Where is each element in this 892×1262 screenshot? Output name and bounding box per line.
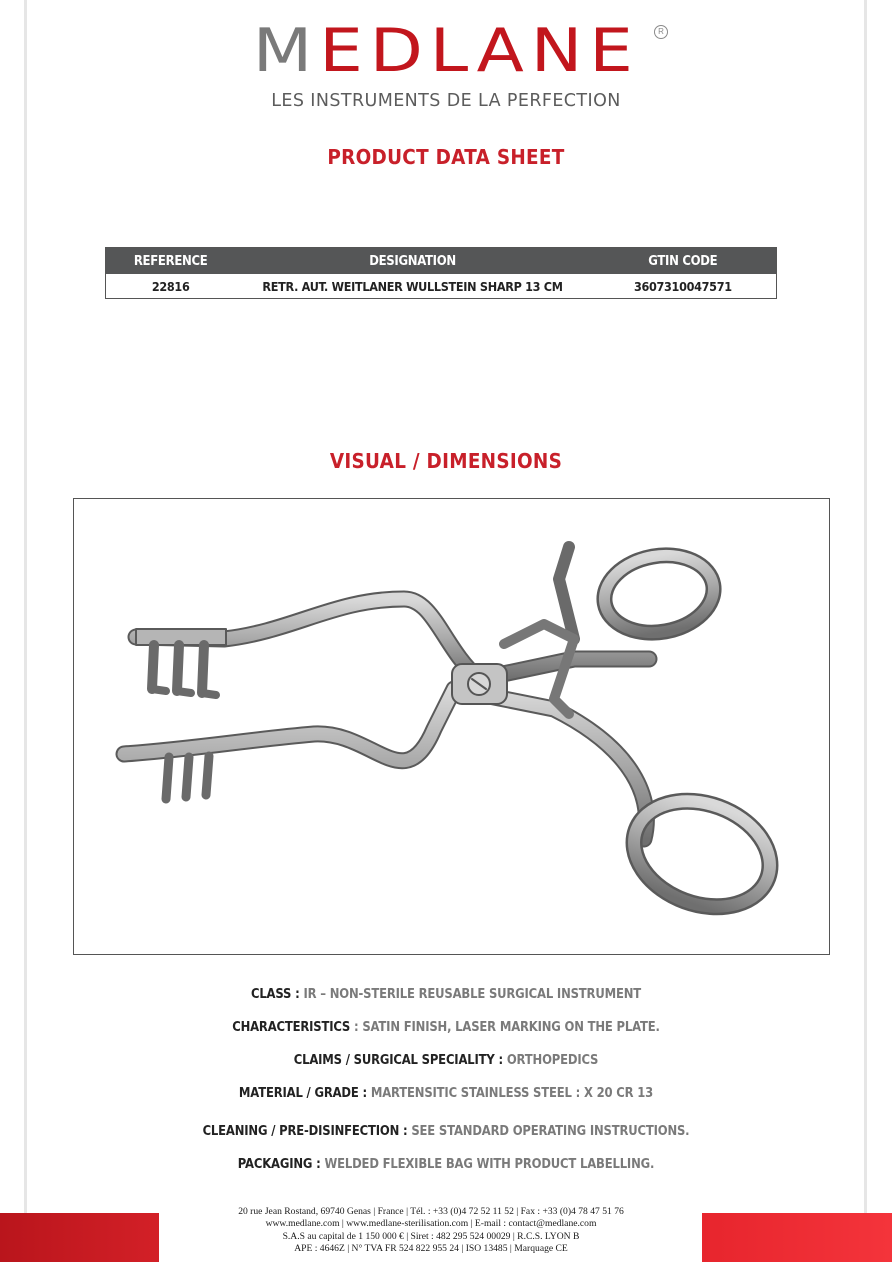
spec-class-label: CLASS :	[250, 986, 300, 1002]
spec-cleaning-value: SEE STANDARD OPERATING INSTRUCTIONS.	[407, 1123, 690, 1139]
reference-table	[105, 247, 777, 299]
surgical-retractor-image	[74, 499, 829, 954]
spec-class	[62, 986, 829, 1002]
header-gtin-code: GTIN CODE	[590, 248, 777, 275]
spec-material-value: MARTENSITIC STAINLESS STEEL : X 20 CR 13	[366, 1085, 654, 1101]
header-reference: REFERENCE	[106, 248, 236, 275]
spec-cleaning-label: CLEANING / PRE-DISINFECTION :	[202, 1123, 408, 1139]
header-designation: DESIGNATION	[235, 248, 589, 275]
spec-packaging-value: WELDED FLEXIBLE BAG WITH PRODUCT LABELLING.	[320, 1156, 655, 1172]
spec-class-value: IR – NON-STERILE REUSABLE SURGICAL INSTRUMENT	[299, 986, 642, 1002]
company-footer	[180, 1206, 682, 1256]
registered-mark-icon: R	[654, 25, 668, 39]
product-data-sheet-title: PRODUCT DATA SHEET	[327, 145, 565, 169]
brand-logo	[0, 18, 892, 84]
footer-web-email: www.medlane.com | www.medlane-sterilisation.com | E-mail : contact@medlane.com	[265, 1218, 597, 1230]
footer-registration: APE : 4646Z | N° TVA FR 524 822 955 24 | ISO 13485 | Marquage CE	[294, 1243, 568, 1255]
spec-characteristics-value: : SATIN FINISH, LASER MARKING ON THE PLATE.	[350, 1019, 660, 1035]
spec-claims	[62, 1052, 829, 1068]
spec-characteristics-label: CHARACTERISTICS	[232, 1019, 351, 1035]
right-margin-line	[864, 0, 867, 1262]
spec-characteristics	[62, 1019, 829, 1035]
cell-gtin-code: 3607310047571	[633, 278, 732, 294]
footer-legal: S.A.S au capital de 1 150 000 € | Siret : 482 295 524 00029 | R.C.S. LYON B	[282, 1230, 580, 1242]
spec-packaging-label: PACKAGING :	[237, 1156, 321, 1172]
spec-claims-value: ORTHOPEDICS	[502, 1052, 599, 1068]
spec-material	[62, 1085, 829, 1101]
footer-red-bar-right	[702, 1213, 892, 1262]
table-header-row	[106, 248, 777, 275]
logo-wordmark: MEDLANE	[252, 16, 640, 86]
brand-tagline: LES INSTRUMENTS DE LA PERFECTION	[271, 91, 621, 111]
footer-red-bar-left	[0, 1213, 159, 1262]
logo-m-letter: M	[252, 16, 319, 86]
cell-designation: RETR. AUT. WEITLANER WULLSTEIN SHARP 13 CM	[262, 278, 563, 294]
footer-address: 20 rue Jean Rostand, 69740 Genas | France | Tél. : +33 (0)4 72 52 11 52 | Fax : +33 (0)4 78 47 51 76	[238, 1206, 624, 1217]
cell-reference: 22816	[151, 278, 190, 294]
spec-claims-label: CLAIMS / SURGICAL SPECIALITY :	[293, 1052, 503, 1068]
visual-dimensions-title: VISUAL / DIMENSIONS	[329, 449, 563, 473]
spec-cleaning	[62, 1123, 829, 1139]
spec-packaging	[62, 1156, 829, 1172]
product-visual-frame	[73, 498, 830, 955]
left-margin-line	[24, 0, 27, 1262]
spec-material-label: MATERIAL / GRADE :	[238, 1085, 367, 1101]
table-row	[106, 274, 777, 299]
